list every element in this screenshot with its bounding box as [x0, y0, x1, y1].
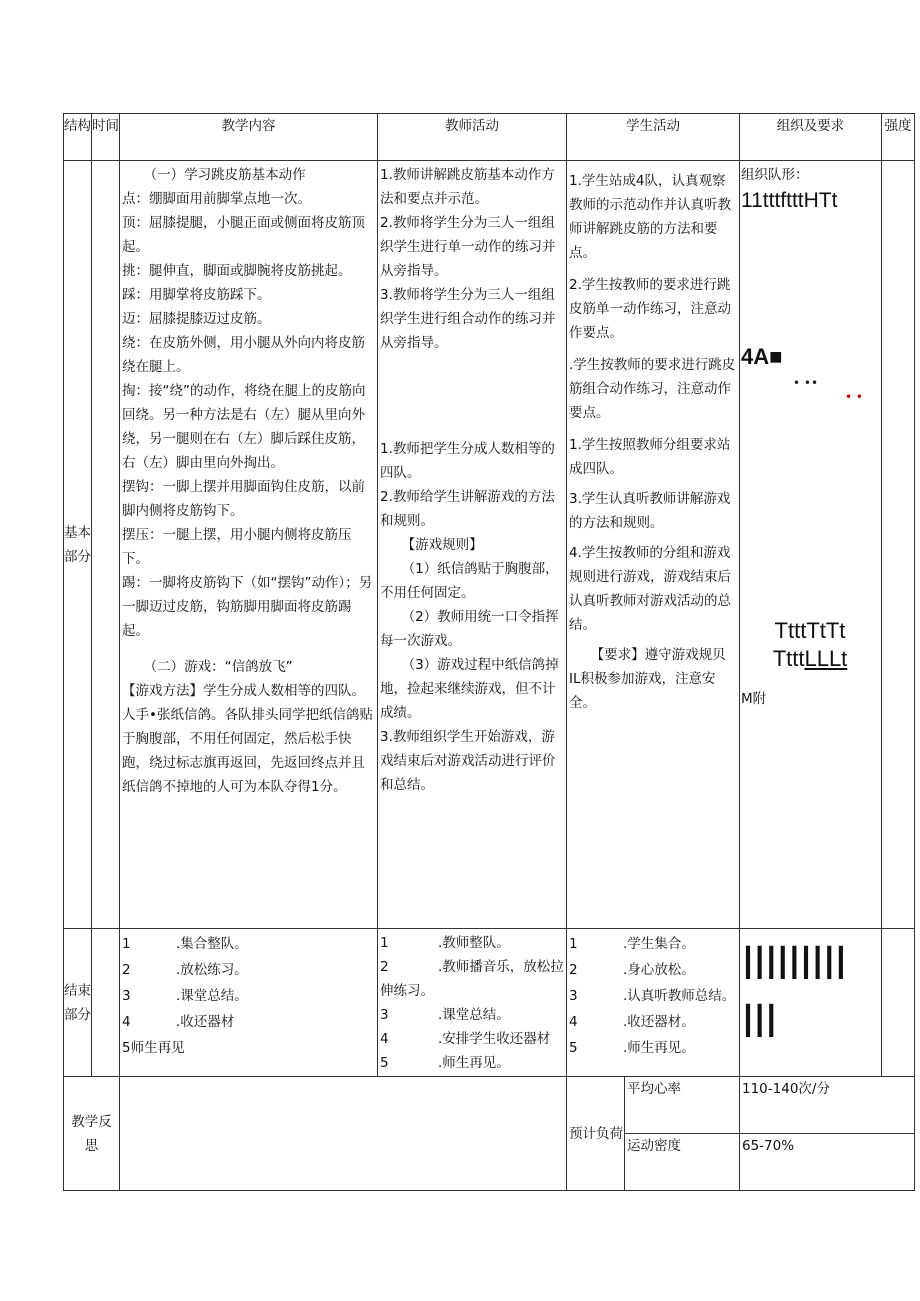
content-item-tiao: 挑：腿伸直，脚面或脚腕将皮筋挑起。 [122, 263, 352, 279]
header-intensity: 强度 [882, 114, 915, 161]
formation-3b-plain: Tttt [772, 646, 805, 671]
reflection-label: 教学反思 [64, 1077, 120, 1191]
basic-time-cell [92, 161, 120, 929]
student-game-step-2: 3.学生认真听教师讲解游戏的方法和规则。 [569, 491, 731, 531]
end-time-cell [92, 929, 120, 1077]
density-value: 65-70% [740, 1134, 915, 1191]
student-game-requirement: 【要求】遵守游戏规贝IL积极参加游戏，注意安全。 [569, 647, 726, 711]
teacher-rules-title: 【游戏规则】 [401, 537, 483, 553]
end-content-item-3: 3 .课堂总结。 [122, 988, 248, 1004]
end-content-item-1: 1 .集合整队。 [122, 936, 248, 952]
end-teacher-item-2: 2 .教师播音乐，放松拉伸练习。 [380, 959, 564, 999]
header-row [64, 114, 915, 161]
teacher-rule-3: （3）游戏过程中纸信鸽掉地，捡起来继续游戏，但不计成绩。 [380, 657, 559, 721]
content-item-ding: 顶：屈膝提腿，小腿正面或侧面将皮筋顶起。 [122, 215, 365, 255]
footer-row-1 [64, 1077, 915, 1134]
student-step-2: 2.学生按教师的要求进行跳皮筋单一动作练习，注意动作要点。 [569, 277, 731, 341]
formation-diagram-4: M附 [741, 691, 767, 707]
formation-diagram-3a: TtttTtTt [774, 618, 846, 643]
end-teacher-cell [378, 929, 567, 1077]
end-student-item-4: 4 .收还器材。 [569, 1014, 695, 1030]
end-teacher-item-5: 5 .师生再见。 [380, 1055, 510, 1071]
student-game-step-1: 1.学生按照教师分组要求站成四队。 [569, 437, 731, 477]
end-student-item-3: 3 .认真听教师总结。 [569, 988, 736, 1004]
header-teacher: 教师活动 [378, 114, 567, 161]
end-teacher-item-3: 3 .课堂总结。 [380, 1007, 510, 1023]
header-time: 时间 [92, 114, 120, 161]
teacher-game-step-2: 2.教师给学生讲解游戏的方法和规则。 [380, 489, 555, 529]
heart-rate-label: 平均心率 [625, 1077, 740, 1134]
end-intensity-cell [882, 929, 915, 1077]
content-title-2: （二）游戏：“信鸽放飞” [143, 659, 293, 675]
end-student-cell [567, 929, 740, 1077]
end-formation-bars-2: III [744, 995, 779, 1048]
heart-rate-value: 110-140次/分 [740, 1077, 915, 1134]
end-org-cell [740, 929, 882, 1077]
end-student-item-5: 5 .师生再见。 [569, 1040, 695, 1056]
header-structure: 结构 [64, 114, 92, 161]
teacher-step-1: 1.教师讲解跳皮筋基本动作方法和要点并示范。 [380, 167, 555, 207]
teacher-step-2: 2.教师将学生分为三人一组组织学生进行单一动作的练习并从旁指导。 [380, 215, 556, 279]
content-item-rao: 绕：在皮筋外侧，用小腿从外向内将皮筋绕在腿上。 [122, 335, 365, 375]
end-formation-bars-1: IIIIIIIII [744, 937, 849, 990]
end-student-item-1: 1 .学生集合。 [569, 936, 695, 952]
content-item-ti: 踢：一脚将皮筋钩下（如“摆钩”动作）；另一脚迈过皮筋，钩筋脚用脚面将皮筋踢起。 [122, 575, 373, 639]
basic-org-cell [740, 161, 882, 929]
basic-part-label: 基本部分 [64, 161, 92, 929]
header-content: 教学内容 [120, 114, 378, 161]
teacher-rule-1: （1）纸信鸽贴于胸腹部，不用任何固定。 [380, 561, 559, 601]
teacher-game-step-1: 1.教师把学生分成人数相等的四队。 [380, 441, 555, 481]
content-game-method: 【游戏方法】学生分成人数相等的四队。人手•张纸信鸽。各队排头同学把纸信鸽贴于胸腹部，不用任何固定，然后松手快跑，绕过标志旗再返回，先返回终点并且纸信鸽不掉地的人可为本队夺得1分。 [122, 683, 373, 795]
content-item-baiya: 摆压：一腿上摆，用小腿内侧将皮筋压下。 [122, 527, 352, 567]
content-item-baigou: 摆钩：一脚上摆并用脚面钩住皮筋，以前脚内侧将皮筋钩下。 [122, 479, 365, 519]
reflection-body [120, 1077, 567, 1191]
formation-red-dots: • • [845, 390, 863, 404]
end-teacher-item-4: 4 .安排学生收还器材 [380, 1031, 551, 1047]
content-item-cai: 踩：用脚掌将皮筋踩下。 [122, 287, 271, 303]
formation-diagram-2: 4A■ [741, 344, 783, 369]
end-content-cell [120, 929, 378, 1077]
end-content-item-5: 5师生再见 [122, 1040, 185, 1056]
teacher-step-3: 3.教师将学生分为三人一组组织学生进行组合动作的练习并从旁指导。 [380, 287, 556, 351]
end-student-item-2: 2 .身心放松。 [569, 962, 695, 978]
density-label: 运动密度 [625, 1134, 740, 1191]
teacher-rule-2: （2）教师用统一口令指挥每一次游戏。 [380, 609, 559, 649]
org-formation-label: 组织队形： [741, 167, 809, 183]
teacher-game-final: 3.教师组织学生开始游戏，游戏结束后对游戏活动进行评价和总结。 [380, 729, 556, 793]
end-part-label: 结束部分 [64, 929, 92, 1077]
load-label: 预计负荷 [567, 1077, 625, 1191]
basic-student-cell [567, 161, 740, 929]
content-item-tao: 掏：接“绕”的动作，将绕在腿上的皮筋向回绕。另一种方法是右（左）腿从里向外绕，另一腿则在右（左）脚后踩住皮筋，右（左）脚由里向外掏出。 [122, 383, 366, 471]
formation-dots: • •• [793, 376, 819, 390]
end-content-item-2: 2 .放松练习。 [122, 962, 248, 978]
end-content-item-4: 4 .收还器材 [122, 1014, 235, 1030]
student-step-1: 1.学生站成4队，认真观察教师的示范动作并认真听教师讲解跳皮筋的方法和要点。 [569, 173, 731, 261]
end-teacher-item-1: 1 .教师整队。 [380, 935, 510, 951]
formation-diagram-1: 11tttftttHTt [741, 189, 838, 212]
basic-content-cell [120, 161, 378, 929]
header-org: 组织及要求 [740, 114, 882, 161]
student-game-step-3: 4.学生按教师的分组和游戏规则进行游戏，游戏结束后认真听教师对游戏活动的总结。 [569, 545, 731, 633]
lesson-plan-table [63, 113, 915, 1191]
formation-diagram-3b [741, 645, 879, 673]
basic-teacher-cell [378, 161, 567, 929]
header-student: 学生活动 [567, 114, 740, 161]
student-step-3: .学生按教师的要求进行跳皮筋组合动作练习，注意动作要点。 [569, 357, 736, 421]
basic-intensity-cell [882, 161, 915, 929]
basic-part-row [64, 161, 915, 929]
content-item-dian: 点：绷脚面用前脚掌点地一次。 [122, 191, 311, 207]
content-title-1: （一）学习跳皮筋基本动作 [143, 167, 306, 183]
formation-3b-underlined: LLLt [804, 646, 848, 671]
end-part-row [64, 929, 915, 1077]
content-item-mai: 迈：屈膝提膝迈过皮筋。 [122, 311, 271, 327]
